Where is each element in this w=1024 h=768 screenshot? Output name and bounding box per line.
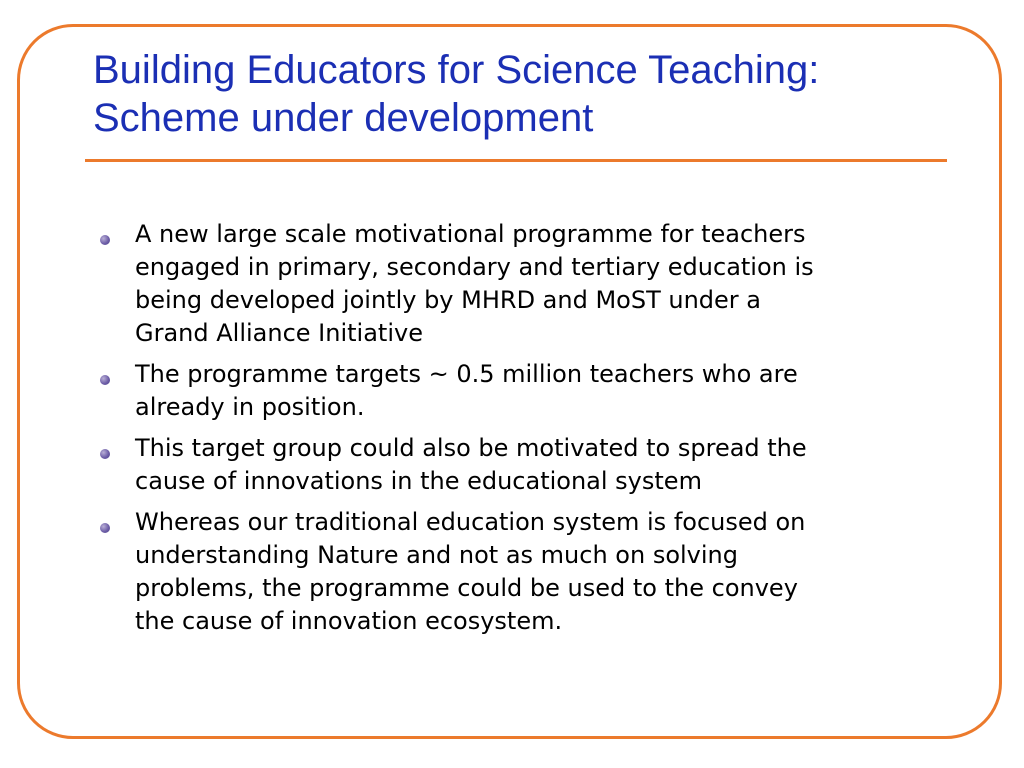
bullet-line: cause of innovations in the educational system [135, 467, 702, 495]
bullet-text [135, 432, 923, 498]
bullet-item-4 [93, 506, 923, 638]
bullet-line: the cause of innovation ecosystem. [135, 607, 563, 635]
bullet-dot-icon [100, 449, 110, 459]
title-line-1: Building Educators for Science Teaching: [93, 48, 820, 92]
bullet-line: The programme targets ~ 0.5 million teachers who are [135, 360, 798, 388]
bullet-text [135, 358, 923, 424]
bullet-line: problems, the programme could be used to the convey [135, 574, 798, 602]
bullet-text [135, 218, 923, 350]
bullet-line: This target group could also be motivated to spread the [135, 434, 807, 462]
bullet-line: understanding Nature and not as much on solving [135, 541, 738, 569]
title-divider-line [85, 159, 947, 162]
bullet-item-2 [93, 358, 923, 424]
bullet-dot-icon [100, 375, 110, 385]
bullet-list [93, 218, 923, 646]
bullet-line: being developed jointly by MHRD and MoST under a [135, 286, 761, 314]
bullet-dot-icon [100, 235, 110, 245]
slide-title [93, 46, 973, 142]
title-line-2: Scheme under development [93, 96, 594, 140]
bullet-line: Grand Alliance Initiative [135, 319, 423, 347]
bullet-line: A new large scale motivational programme for teachers [135, 220, 806, 248]
bullet-line: Whereas our traditional education system is focused on [135, 508, 806, 536]
bullet-dot-icon [100, 523, 110, 533]
bullet-item-1 [93, 218, 923, 350]
bullet-line: already in position. [135, 393, 365, 421]
bullet-line: engaged in primary, secondary and tertiary education is [135, 253, 814, 281]
bullet-text [135, 506, 923, 638]
bullet-item-3 [93, 432, 923, 498]
